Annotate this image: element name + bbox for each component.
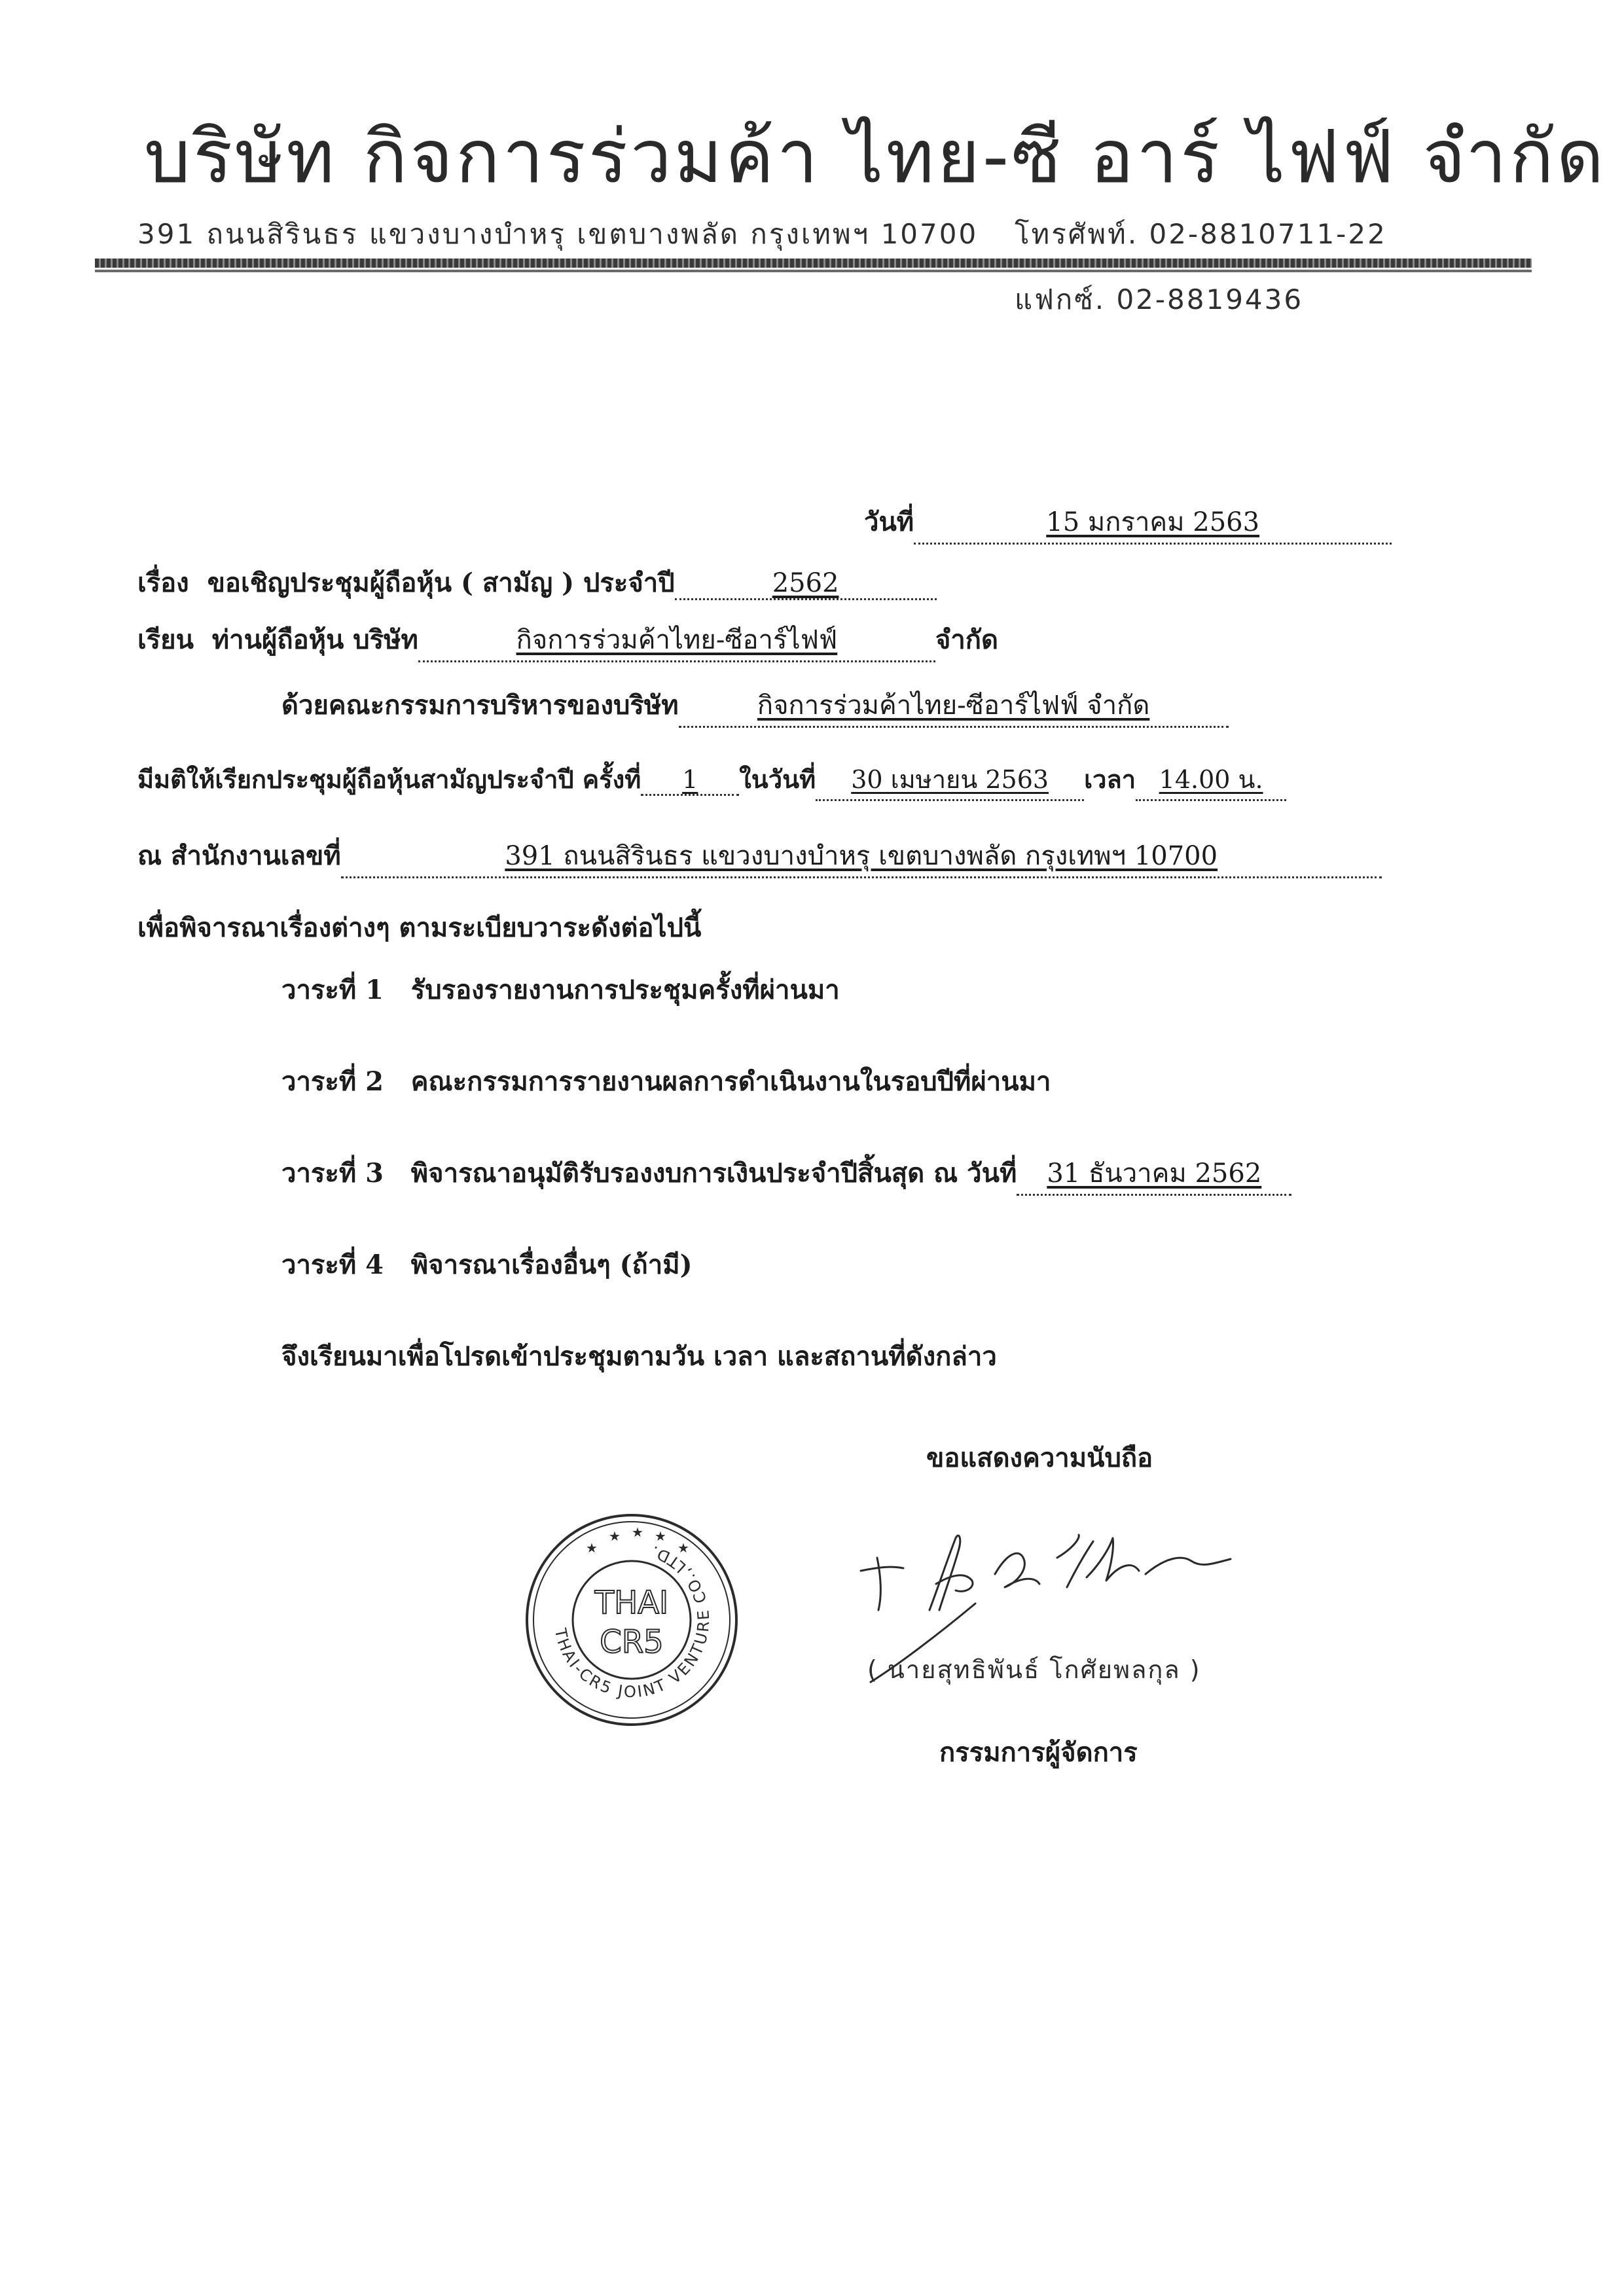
meeting-number: 1 xyxy=(641,765,739,796)
agenda-number: วาระที่ 2 xyxy=(281,1066,384,1097)
closing-text: จึงเรียนมาเพื่อโปรดเข้าประชุมตามวัน เวลา และสถานที่ดังกล่าว xyxy=(281,1341,997,1372)
resolution-text: มีมติให้เรียกประชุมผู้ถือหุ้นสามัญประจำปี ครั้งที่ xyxy=(137,764,641,794)
venue-label: ณ สำนักงานเลขที่ xyxy=(137,840,341,871)
signer-title: กรรมการผู้จัดการ xyxy=(939,1737,1138,1768)
meeting-date: 30 เมษายน 2563 xyxy=(816,759,1084,801)
resolution-line xyxy=(137,759,1286,801)
seal-ring-text: THAI-CR5 JOINT VENTURE CO.,LTD. xyxy=(550,1541,713,1702)
svg-text:★: ★ xyxy=(677,1540,689,1556)
addressee-line xyxy=(137,619,998,662)
regards-text: ขอแสดงความนับถือ xyxy=(926,1443,1153,1473)
date-line xyxy=(864,501,1392,545)
addressee-label: เรียน xyxy=(137,624,194,655)
subject-text: ขอเชิญประชุมผู้ถือหุ้น ( สามัญ ) ประจำปี xyxy=(207,567,675,598)
meeting-time: 14.00 น. xyxy=(1136,759,1286,801)
agenda-item xyxy=(281,1152,1291,1196)
agenda-number: วาระที่ 4 xyxy=(281,1249,384,1280)
agenda-date: 31 ธันวาคม 2562 xyxy=(1017,1152,1291,1196)
addressee-suffix: จำกัด xyxy=(935,624,998,655)
subject-label: เรื่อง xyxy=(137,567,189,598)
agenda-number: วาระที่ 3 xyxy=(281,1158,384,1189)
agenda-item xyxy=(281,969,840,1011)
svg-text:★: ★ xyxy=(655,1528,666,1544)
svg-text:★: ★ xyxy=(609,1528,621,1544)
agenda-text: คณะกรรมการรายงานผลการดำเนินงานในรอบปีที่ผ่านมา xyxy=(410,1066,1051,1097)
svg-text:★: ★ xyxy=(586,1540,598,1556)
agenda-text: รับรองรายงานการประชุมครั้งที่ผ่านมา xyxy=(410,975,840,1005)
agenda-item xyxy=(281,1060,1051,1102)
agenda-intro: เพื่อพิจารณาเรื่องต่างๆ ตามระเบียบวาระดังต่อไปนี้ xyxy=(137,912,702,943)
seal-text-line1: THAI xyxy=(594,1585,669,1621)
meeting-date-label: ในวันที่ xyxy=(739,764,816,794)
venue-line xyxy=(137,834,1382,878)
svg-text:THAI-CR5 JOINT VENTURE CO.,LTD xyxy=(551,1541,713,1701)
agenda-item xyxy=(281,1244,693,1285)
letterhead-divider xyxy=(95,259,1532,268)
addressee-text: ท่านผู้ถือหุ้น บริษัท xyxy=(211,624,418,655)
intro-line xyxy=(281,684,1229,728)
agenda-number: วาระที่ 1 xyxy=(281,975,384,1005)
svg-text:★: ★ xyxy=(632,1524,643,1540)
addressee-company: กิจการร่วมค้าไทย-ซีอาร์ไฟฟ์ xyxy=(418,619,935,662)
seal-text-line2: CR5 xyxy=(600,1624,664,1660)
signer-name: ( นายสุทธิพันธ์ โกศัยพลกุล ) xyxy=(867,1655,1201,1684)
agenda-text: พิจารณาอนุมัติรับรองงบการเงินประจำปีสิ้นสุด ณ วันที่ xyxy=(410,1158,1017,1189)
subject-year: 2562 xyxy=(675,568,937,600)
meeting-time-label: เวลา xyxy=(1084,764,1136,794)
letterhead-divider-underline xyxy=(95,270,1532,272)
company-fax: แฟกซ์. 02-8819436 xyxy=(1015,283,1304,315)
intro-company: กิจการร่วมค้าไทย-ซีอาร์ไฟฟ์ จำกัด xyxy=(679,684,1229,728)
company-address: 391 ถนนสิรินธร แขวงบางบำหรุ เขตบางพลัด กรุงเทพฯ 10700 xyxy=(137,218,979,250)
venue-value: 391 ถนนสิรินธร แขวงบางบำหรุ เขตบางพลัด กรุงเทพฯ 10700 xyxy=(341,834,1382,878)
company-seal xyxy=(517,1505,746,1734)
intro-text: ด้วยคณะกรรมการบริหารของบริษัท xyxy=(281,690,679,721)
agenda-text: พิจารณาเรื่องอื่นๆ (ถ้ามี) xyxy=(410,1249,693,1280)
subject-line xyxy=(137,562,937,603)
company-phone: โทรศัพท์. 02-8810711-22 xyxy=(1015,218,1387,250)
date-value: 15 มกราคม 2563 xyxy=(914,501,1392,545)
date-label: วันที่ xyxy=(864,507,914,537)
company-name: บริษัท กิจการร่วมค้า ไทย-ซี อาร์ ไฟฟ์ จำกัด xyxy=(144,115,1607,200)
